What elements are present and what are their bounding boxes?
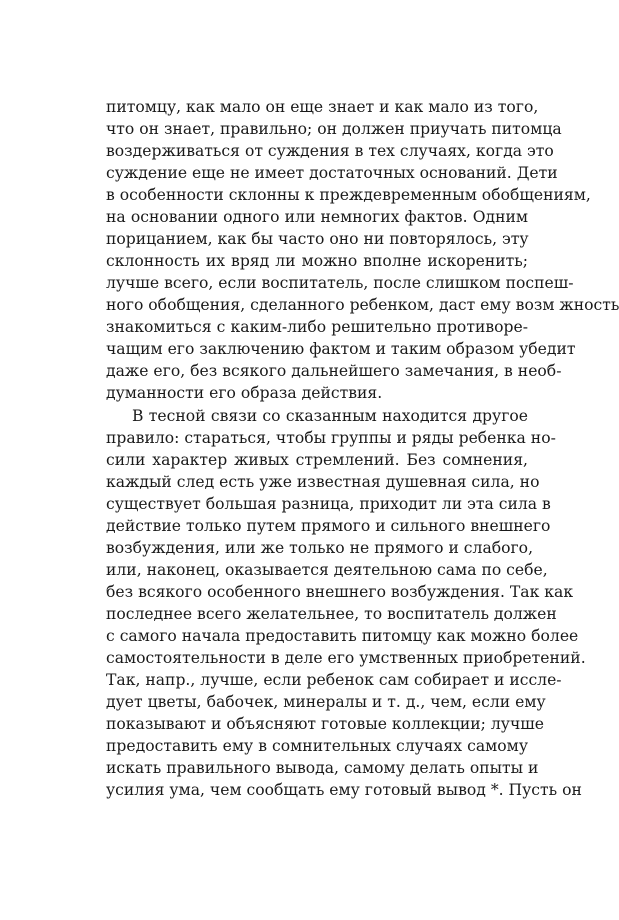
text-line: порицанием, как бы часто оно ни повторялось, эту	[106, 230, 529, 248]
text-line: лучше всего, если воспитатель, после слишком поспеш-	[106, 274, 574, 292]
text-line: даже его, без всякого дальнейшего замечания, в необ-	[106, 362, 562, 380]
text-line: что он знает, правильно; он должен приучать питомца	[106, 120, 562, 138]
text-line: с самого начала предоставить питомцу как можно более	[106, 627, 579, 645]
text-line: думанности его образа действия.	[106, 384, 383, 402]
text-line: усилия ума, чем сообщать ему готовый вывод *. Пусть он	[106, 781, 582, 799]
text-line: правило: стараться, чтобы группы и ряды ребенка но-	[106, 429, 556, 447]
text-line: существует большая разница, приходит ли эта сила в	[106, 495, 551, 513]
text-line: действие только путем прямого и сильного внешнего	[106, 517, 551, 535]
text-line: показывают и объясняют готовые коллекции; лучше	[106, 715, 544, 733]
text-line: сили характер живых стремлений. Без сомнения,	[106, 451, 528, 469]
text-line: дует цветы, бабочек, минералы и т. д., чем, если ему	[106, 693, 546, 711]
text-line: знакомиться с каким-либо решительно противоре-	[106, 318, 528, 336]
text-line: или, наконец, оказывается деятельною сама по себе,	[106, 561, 548, 579]
text-line: питомцу, как мало он еще знает и как мало из того,	[106, 98, 539, 116]
text-line: на основании одного или немногих фактов. Одним	[106, 208, 528, 226]
text-line: без всякого особенного внешнего возбуждения. Так как	[106, 583, 574, 601]
text-line: возбуждения, или же только не прямого и слабого,	[106, 539, 534, 557]
text-line: Так, напр., лучше, если ребенок сам собирает и иссле-	[106, 671, 562, 689]
text-line: самостоятельности в деле его умственных приобретений.	[106, 649, 586, 667]
text-line: В тесной связи со сказанным находится другое	[132, 407, 528, 425]
text-line: в особенности склонны к преждевременным обобщениям,	[106, 186, 591, 204]
text-line: чащим его заключению фактом и таким образом убедит	[106, 340, 576, 358]
text-line: ного обобщения, сделанного ребенком, даст ему возм жность	[106, 296, 619, 314]
text-line: каждый след есть уже известная душевная сила, но	[106, 473, 540, 491]
text-line: воздерживаться от суждения в тех случаях, когда это	[106, 142, 554, 160]
text-line: предоставить ему в сомнительных случаях самому	[106, 737, 528, 755]
text-line: склонность их вряд ли можно вполне искоренить;	[106, 252, 528, 270]
text-line: искать правильного вывода, самому делать опыты и	[106, 759, 539, 777]
text-line: суждение еще не имеет достаточных оснований. Дети	[106, 164, 558, 182]
text-line: последнее всего желательнее, то воспитатель должен	[106, 605, 557, 623]
